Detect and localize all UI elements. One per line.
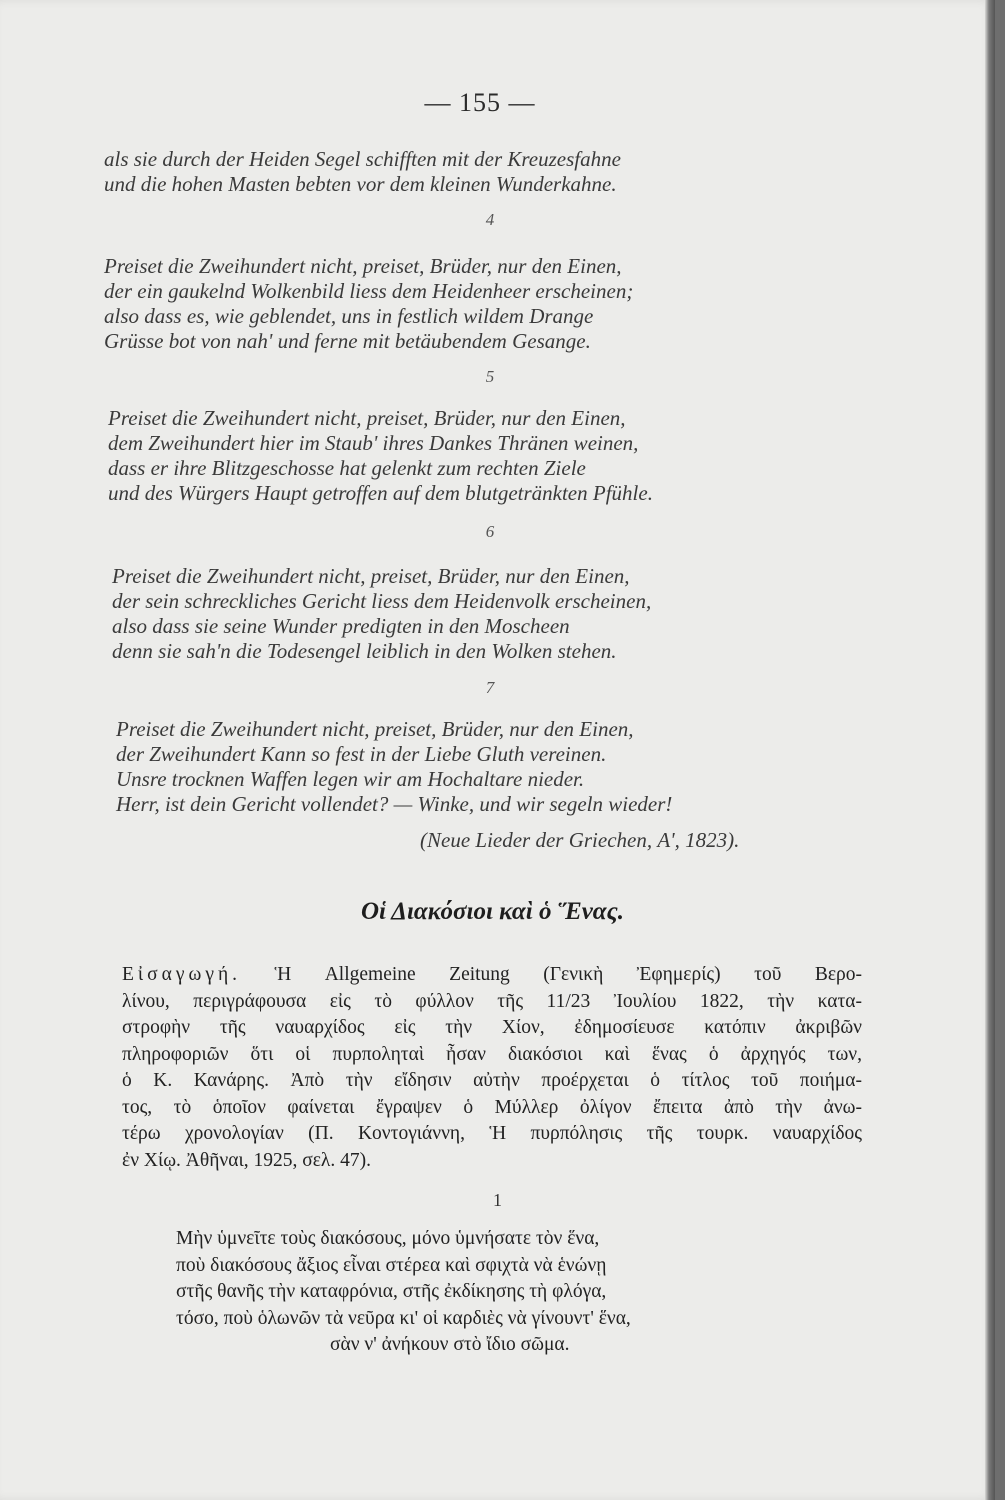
stanza-3-tail <box>104 147 864 197</box>
poem-line: der sein schreckliches Gericht liess dem Heidenvolk erscheinen, <box>112 589 652 613</box>
intro-line: ὁ Κ. Κανάρης. Ἀπὸ τὴν εἴδησιν αὐτὴν προέρχεται ὁ τίτλος τοῦ ποιήμα- <box>122 1070 862 1091</box>
stanza-7 <box>116 717 876 817</box>
intro-line: πληροφοριῶν ὅτι οἱ πυρποληταὶ ἦσαν διακόσιοι καὶ ἕνας ὁ ἀρχηγός των, <box>122 1043 862 1065</box>
poem-line: Preiset die Zweihundert nicht, preiset, Brüder, nur den Einen, <box>108 406 626 430</box>
stanza-number: 7 <box>485 678 495 697</box>
intro-line <box>122 962 862 989</box>
stanza-4 <box>104 254 864 354</box>
intro-line: ἐν Χίῳ. Ἀθῆναι, 1925, σελ. 47). <box>122 1149 371 1171</box>
poem-line: Μὴν ὑμνεῖτε τοὺς διακόσους, μόνο ὑμνήσατε τὸν ἕνα, <box>176 1228 600 1249</box>
source-citation: (Neue Lieder der Griechen, Α', 1823). <box>420 828 740 852</box>
stanza-5 <box>108 406 868 506</box>
stanza-number: 5 <box>485 367 495 386</box>
greek-poem-title: Οἱ Διακόσιοι καὶ ὁ Ἕνας. <box>360 898 625 925</box>
intro-label: Εἰσαγωγή. <box>122 964 242 985</box>
poem-line: Preiset die Zweihundert nicht, preiset, Brüder, nur den Einen, <box>104 254 622 278</box>
greek-stanza-number: 1 <box>493 1190 502 1210</box>
poem-line: σὰν ν' ἀνήκουν στὸ ἴδιο σῶμα. <box>330 1334 570 1355</box>
poem-line: also dass es, wie geblendet, uns in festlich wildem Drange <box>104 304 594 328</box>
stanza-6 <box>112 564 872 664</box>
intro-line: τέρω χρονολογίαν (Π. Κοντογιάννη, Ἡ πυρπόλησις τῆς τουρκ. ναυαρχίδος <box>122 1123 862 1144</box>
poem-line: Unsre trocknen Waffen legen wir am Hochaltare nieder. <box>116 767 585 791</box>
introduction <box>122 962 862 1174</box>
intro-line: στροφὴν τῆς ναυαρχίδος εἰς τὴν Χίον, ἐδημοσίευσε κατόπιν ἀκριβῶν <box>122 1017 862 1038</box>
poem-line: und die hohen Masten bebten vor dem kleinen Wunderkahne. <box>104 172 617 196</box>
poem-line: Preiset die Zweihundert nicht, preiset, Brüder, nur den Einen, <box>116 717 634 741</box>
poem-line: ποὺ διακόσους ἄξιος εἶναι στέρεα καὶ σφιχτὰ νὰ ἑνώνῃ <box>176 1254 607 1276</box>
intro-line: λίνου, περιγράφουσα εἰς τὸ φύλλον τῆς 11/23 Ἰουλίου 1822, τὴν κατα- <box>122 990 862 1012</box>
poem-line: dem Zweihundert hier im Staub' ihres Dankes Thränen weinen, <box>108 431 639 455</box>
poem-line: Herr, ist dein Gericht vollendet? — Winke, und wir segeln wieder! <box>116 792 673 816</box>
intro-line: τος, τὸ ὁποῖον φαίνεται ἔγραψεν ὁ Μύλλερ ὀλίγον ἔπειτα ἀπὸ τὴν ἀνω- <box>122 1096 862 1118</box>
page-number: — 155 — <box>424 88 536 117</box>
page-edge <box>985 0 995 1500</box>
greek-stanza-1 <box>176 1226 816 1359</box>
poem-line: und des Würgers Haupt getroffen auf dem blutgetränkten Pfühle. <box>108 481 653 505</box>
poem-line: denn sie sah'n die Todesengel leiblich in den Wolken stehen. <box>112 639 617 663</box>
poem-line: Grüsse bot von nah' und ferne mit betäubendem Gesange. <box>104 329 591 353</box>
stanza-number: 6 <box>485 522 495 541</box>
poem-line: dass er ihre Blitzgeschosse hat gelenkt zum rechten Ziele <box>108 456 586 480</box>
poem-line: also dass sie seine Wunder predigten in den Moscheen <box>112 614 570 638</box>
poem-line: στῆς θανῆς τὴν καταφρόνια, στῆς ἐκδίκησης τὴ φλόγα, <box>176 1281 607 1302</box>
poem-line: τόσο, ποὺ ὁλωνῶν τὰ νεῦρα κι' οἱ καρδιὲς νὰ γίνουντ' ἕνα, <box>176 1307 631 1329</box>
poem-line: Preiset die Zweihundert nicht, preiset, Brüder, nur den Einen, <box>112 564 630 588</box>
poem-line: als sie durch der Heiden Segel schifften mit der Kreuzesfahne <box>104 147 621 171</box>
stanza-number: 4 <box>485 210 495 229</box>
poem-line: der Zweihundert Kann so fest in der Liebe Gluth vereinen. <box>116 742 607 766</box>
poem-line: der ein gaukelnd Wolkenbild liess dem Heidenheer erscheinen; <box>104 279 634 303</box>
intro-line-text: Ἡ Allgemeine Zeitung (Γενικὴ Ἐφημερίς) τοῦ Βερο- <box>274 964 862 985</box>
